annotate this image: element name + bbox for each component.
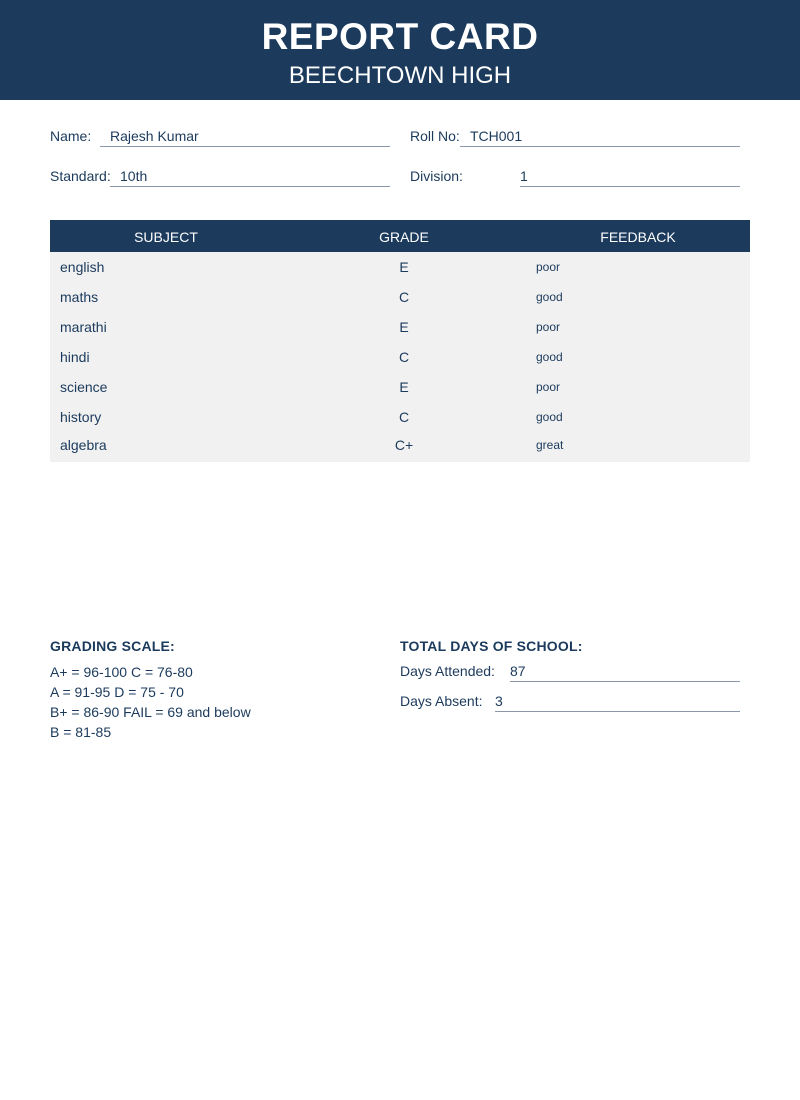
roll-underline: [460, 128, 740, 147]
attendance-title: TOTAL DAYS OF SCHOOL:: [400, 638, 583, 654]
name-field: [50, 128, 390, 148]
subject-cell: english: [60, 259, 105, 275]
school-name: BEECHTOWN HIGH: [288, 62, 512, 89]
division-underline: [520, 168, 740, 187]
grades-table: [50, 220, 750, 462]
feedback-cell: good: [536, 350, 563, 364]
feedback-header: FEEDBACK: [526, 220, 750, 252]
days-absent-value: 3: [495, 693, 503, 709]
grade-cell: C: [398, 409, 410, 425]
grade-header: GRADE: [282, 220, 526, 252]
feedback-cell: poor: [536, 320, 561, 334]
roll-field: [410, 128, 740, 148]
table-row: [50, 252, 750, 282]
name-value: Rajesh Kumar: [110, 128, 199, 144]
standard-field: [50, 168, 390, 188]
feedback-cell: good: [536, 290, 563, 304]
days-absent-underline: [495, 693, 740, 712]
standard-underline: [110, 168, 390, 187]
grade-cell: C+: [394, 437, 414, 453]
report-title: REPORT CARD: [261, 16, 539, 57]
grade-cell: E: [399, 379, 409, 395]
subject-header: SUBJECT: [50, 220, 282, 252]
division-value: 1: [520, 168, 528, 184]
subject-cell: hindi: [60, 349, 90, 365]
feedback-cell: poor: [536, 380, 561, 394]
grading-scale-line: B = 81-85: [50, 724, 112, 740]
grading-scale-title: GRADING SCALE:: [50, 638, 175, 654]
table-row: [50, 372, 750, 402]
grading-scale-line: B+ = 86-90 FAIL = 69 and below: [50, 704, 251, 720]
grade-cell: E: [399, 319, 409, 335]
report-header: [0, 0, 800, 100]
subject-cell: maths: [60, 289, 99, 305]
feedback-cell: good: [536, 410, 563, 424]
feedback-cell: great: [536, 438, 564, 452]
standard-label: Standard:: [50, 168, 111, 184]
table-row: [50, 402, 750, 432]
table-row: [50, 282, 750, 312]
roll-value: TCH001: [470, 128, 523, 144]
days-attended-value: 87: [510, 663, 526, 679]
grading-scale-list: [50, 662, 251, 742]
grade-cell: E: [399, 259, 409, 275]
table-row: [50, 342, 750, 372]
division-field: [410, 168, 740, 188]
grading-scale-line: A+ = 96-100 C = 76-80: [50, 664, 193, 680]
days-absent-label: Days Absent:: [400, 693, 483, 709]
subject-cell: marathi: [60, 319, 107, 335]
days-attended-underline: [510, 663, 740, 682]
roll-label: Roll No:: [410, 128, 460, 144]
grade-cell: C: [398, 289, 410, 305]
table-row: [50, 432, 750, 462]
subject-cell: algebra: [60, 437, 107, 453]
grading-scale-line: A = 91-95 D = 75 - 70: [50, 684, 184, 700]
feedback-cell: poor: [536, 260, 561, 274]
grade-cell: C: [398, 349, 410, 365]
days-attended-label: Days Attended:: [400, 663, 495, 679]
days-attended-field: [400, 663, 740, 683]
subject-cell: science: [60, 379, 108, 395]
days-absent-field: [400, 693, 740, 713]
standard-value: 10th: [120, 168, 148, 184]
name-label: Name:: [50, 128, 92, 144]
table-header-row: [50, 220, 750, 252]
division-label: Division:: [410, 168, 463, 184]
subject-cell: history: [60, 409, 102, 425]
table-row: [50, 312, 750, 342]
name-underline: [100, 128, 390, 147]
